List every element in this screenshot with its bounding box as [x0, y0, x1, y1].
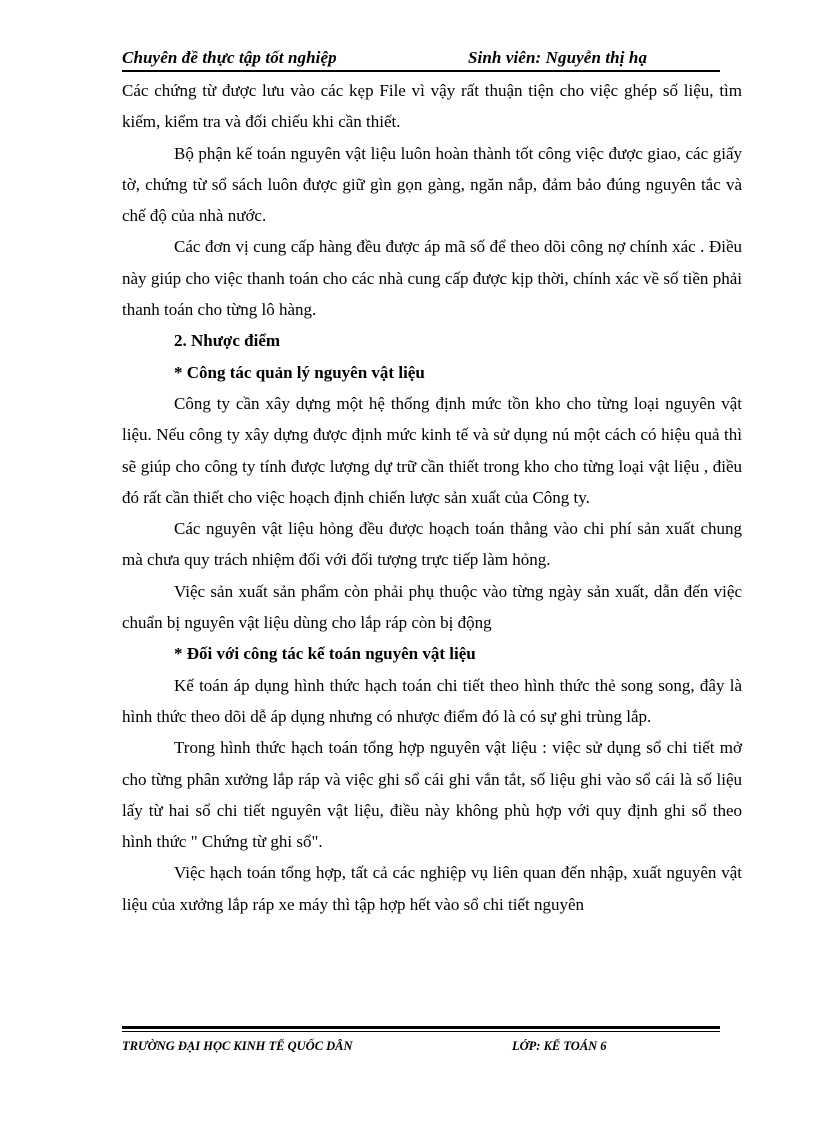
paragraph: Công ty cần xây dựng một hệ thống định mức tồn kho cho từng loại nguyên vật liệu. Nếu công ty xây dựng được định mức kinh tế và sử dụng nú một cách có hiệu quả thì sẽ giúp cho công ty tính được lượng dự trữ cần thiết trong kho cho từng loại vật liệu , điều đó rất cần thiết cho việc hoạch định chiến lược sản xuất của Công ty. — [122, 393, 742, 507]
header-divider — [122, 70, 720, 72]
document-body — [122, 75, 742, 920]
section-heading: 2. Nhược điểm — [174, 331, 281, 351]
paragraph: Việc sản xuất sản phẩm còn phải phụ thuộc vào từng ngày sản xuất, dẫn đến việc chuẩn bị nguyên vật liệu dùng cho lắp ráp còn bị động — [122, 581, 742, 633]
subsection-heading: * Đối với công tác kế toán nguyên vật liệu — [174, 644, 476, 664]
paragraph: Trong hình thức hạch toán tổng hợp nguyên vật liệu : việc sử dụng sổ chi tiết mở cho từng phân xưởng lắp ráp và việc ghi sổ cái ghi vắn tắt, số liệu ghi vào sổ cái là số liệu lấy từ hai sổ chi tiết nguyên vật liệu, điều này không phù hợp với quy định ghi sổ theo hình thức " Chứng từ ghi sổ". — [122, 738, 742, 852]
footer-school: TRƯỜNG ĐẠI HỌC KINH TẾ QUỐC DÂN — [122, 1039, 353, 1053]
paragraph: Bộ phận kế toán nguyên vật liệu luôn hoàn thành tốt công việc được giao, các giấy tờ, chứng từ sổ sách luôn được giữ gìn gọn gàng, ngăn nắp, đảm bảo đúng nguyên tắc và chế độ của nhà nước. — [122, 143, 742, 226]
header-student: Sinh viên: Nguyễn thị hạ — [468, 48, 648, 67]
paragraph: Các đơn vị cung cấp hàng đều được áp mã số để theo dõi công nợ chính xác . Điều này giúp cho việc thanh toán cho các nhà cung cấp được kịp thời, chính xác về số tiền phải thanh toán cho từng lô hàng. — [122, 237, 742, 320]
page-header — [122, 48, 720, 72]
paragraph: Các nguyên vật liệu hỏng đều được hoạch toán thẳng vào chi phí sản xuất chung mà chưa quy trách nhiệm đối với đối tượng trực tiếp làm hỏng. — [122, 519, 742, 570]
footer-class: LỚP: KẾ TOÁN 6 — [512, 1039, 607, 1053]
footer-divider-thick — [122, 1026, 720, 1029]
subsection-heading: * Công tác quản lý nguyên vật liệu — [174, 362, 425, 382]
page-footer — [122, 1039, 720, 1057]
header-title: Chuyên đề thực tập tốt nghiệp — [122, 48, 337, 67]
paragraph: Các chứng từ được lưu vào các kẹp File vì vậy rất thuận tiện cho việc ghép số liệu, tìm kiếm, kiểm tra và đối chiếu khi cần thiết. — [122, 81, 742, 132]
paragraph: Việc hạch toán tổng hợp, tất cả các nghiệp vụ liên quan đến nhập, xuất nguyên vật liệu của xưởng lắp ráp xe máy thì tập hợp hết vào sổ chi tiết nguyên — [122, 863, 742, 914]
paragraph: Kế toán áp dụng hình thức hạch toán chi tiết theo hình thức thẻ song song, đây là hình thức theo dõi dễ áp dụng nhưng có nhược điểm đó là có sự ghi trùng lắp. — [122, 675, 742, 726]
footer-divider-thin — [122, 1031, 720, 1032]
